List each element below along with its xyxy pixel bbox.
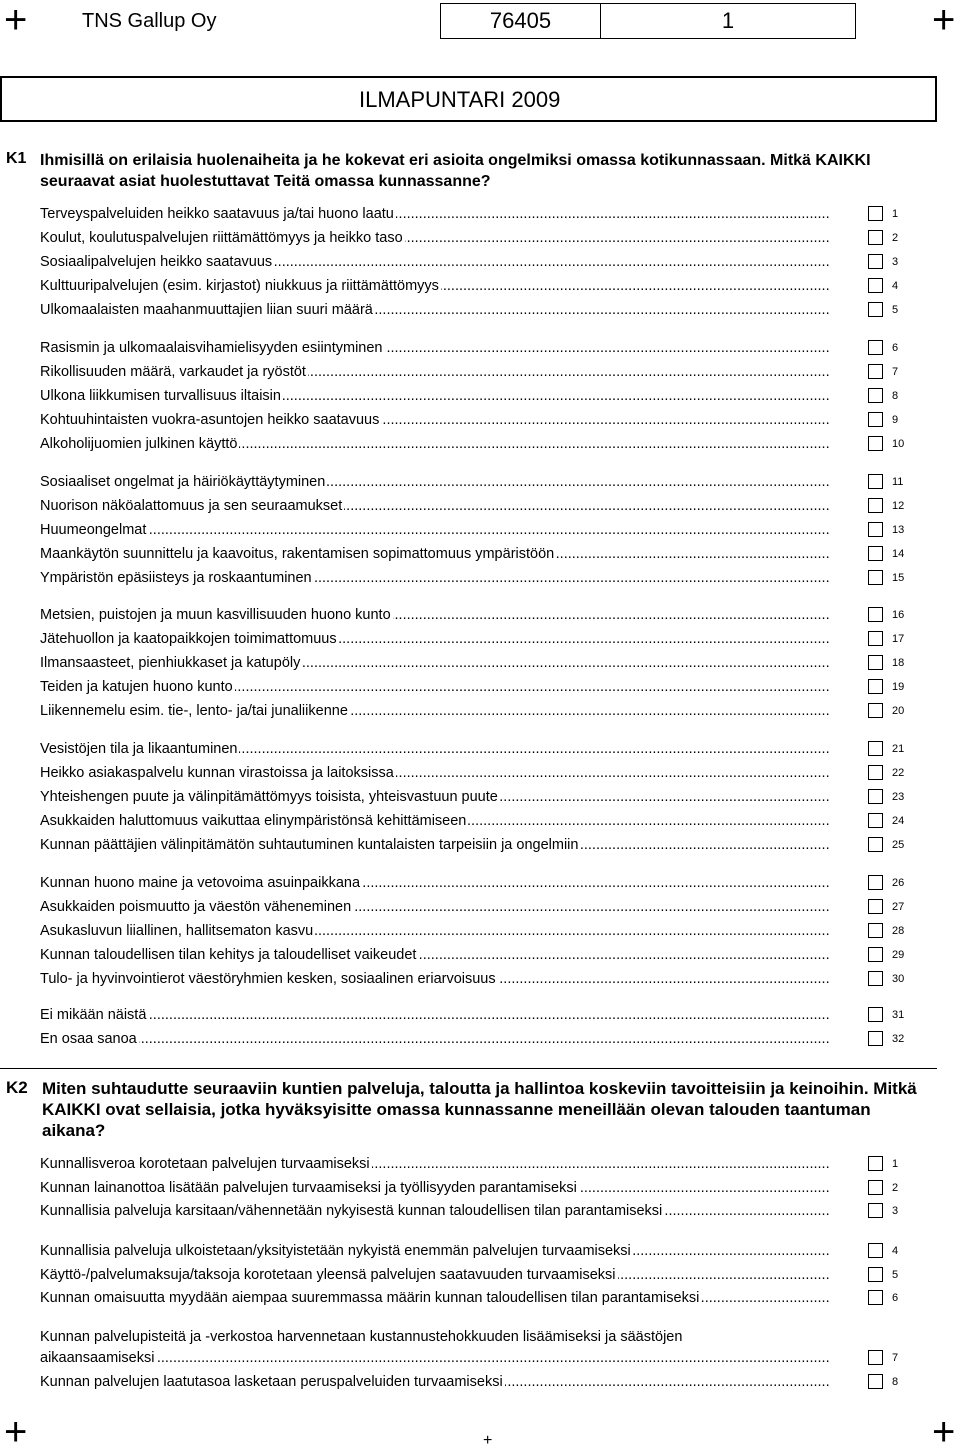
- registration-mark-bottom-right: +: [932, 1410, 956, 1454]
- item-label: Maankäytön suunnittelu ja kaavoitus, rakentamisen sopimattomuus ympäristöön: [40, 546, 555, 562]
- answer-checkbox[interactable]: [868, 1007, 883, 1022]
- answer-checkbox[interactable]: [868, 364, 883, 379]
- item-label: Asukasluvun liiallinen, hallitsematon kasvu: [40, 923, 314, 939]
- answer-checkbox[interactable]: [868, 474, 883, 489]
- answer-code: 26: [892, 877, 905, 889]
- item-label: Kohtuuhintaisten vuokra-asuntojen heikko saatavuus: [40, 412, 380, 428]
- question-number-k2: K2: [6, 1078, 28, 1097]
- list-item: [40, 496, 830, 516]
- answer-checkbox[interactable]: [868, 899, 883, 914]
- list-item: [40, 472, 830, 492]
- answer-code: 8: [892, 1376, 899, 1388]
- answer-code: 16: [892, 609, 905, 621]
- item-label: Teiden ja katujen huono kunto: [40, 679, 233, 695]
- registration-mark-top-left: +: [4, 0, 28, 42]
- company-name: TNS Gallup Oy: [82, 10, 217, 32]
- answer-checkbox[interactable]: [868, 655, 883, 670]
- answer-checkbox[interactable]: [868, 765, 883, 780]
- list-item: [40, 653, 830, 673]
- item-label: En osaa sanoa: [40, 1031, 137, 1047]
- registration-mark-bottom-left: +: [4, 1410, 28, 1454]
- survey-id-box: 76405: [440, 3, 601, 39]
- answer-code: 7: [892, 1352, 899, 1364]
- answer-checkbox[interactable]: [868, 741, 883, 756]
- list-item: [40, 434, 830, 454]
- answer-checkbox[interactable]: [868, 971, 883, 986]
- answer-checkbox[interactable]: [868, 875, 883, 890]
- answer-checkbox[interactable]: [868, 340, 883, 355]
- answer-code: 6: [892, 1292, 899, 1304]
- item-label: Kulttuuripalvelujen (esim. kirjastot) niukkuus ja riittämättömyys: [40, 278, 439, 294]
- answer-code: 12: [892, 500, 905, 512]
- item-label: Rasismin ja ulkomaalaisvihamielisyyden esiintyminen: [40, 340, 383, 356]
- list-item: [40, 1005, 830, 1025]
- list-item: [40, 300, 830, 320]
- item-label: Kunnallisia palveluja karsitaan/vähennetään nykyisestä kunnan taloudellisen tilan parantamiseksi: [40, 1203, 663, 1219]
- list-item: [40, 204, 830, 224]
- list-item: [40, 544, 830, 564]
- list-item: [40, 811, 830, 831]
- item-label: Kunnallisveroa korotetaan palvelujen turvaamiseksi: [40, 1156, 370, 1172]
- list-item: [40, 1372, 830, 1392]
- item-label: Ilmansaasteet, pienhiukkaset ja katupöly: [40, 655, 301, 671]
- answer-code: 3: [892, 256, 899, 268]
- item-label: Asukkaiden poismuutto ja väestön väheneminen: [40, 899, 352, 915]
- answer-checkbox[interactable]: [868, 1203, 883, 1218]
- list-item: [40, 739, 830, 759]
- item-label: Asukkaiden haluttomuus vaikuttaa elinympäristönsä kehittämiseen: [40, 813, 467, 829]
- item-label: Kunnan omaisuutta myydään aiempaa suuremmassa määrin kunnan taloudellisen tilan parantamiseksi: [40, 1290, 700, 1306]
- answer-checkbox[interactable]: [868, 1267, 883, 1282]
- answer-checkbox[interactable]: [868, 206, 883, 221]
- item-label: Ympäristön epäsiisteys ja roskaantuminen: [40, 570, 312, 586]
- list-item: [40, 1265, 830, 1285]
- answer-checkbox[interactable]: [868, 1290, 883, 1305]
- list-item: [40, 1154, 830, 1174]
- list-item: [40, 1288, 830, 1308]
- item-label: Yhteishengen puute ja välinpitämättömyys toisista, yhteisvastuun puute: [40, 789, 498, 805]
- title-box: [0, 76, 937, 122]
- answer-code: 23: [892, 791, 905, 803]
- answer-code: 32: [892, 1033, 905, 1045]
- answer-code: 5: [892, 304, 899, 316]
- list-item: [40, 945, 830, 965]
- item-label: Ei mikään näistä: [40, 1007, 147, 1023]
- item-label: Liikennemelu esim. tie-, lento- ja/tai junaliikenne: [40, 703, 348, 719]
- answer-code: 1: [892, 1158, 899, 1170]
- answer-checkbox[interactable]: [868, 412, 883, 427]
- item-label: Jätehuollon ja kaatopaikkojen toimimattomuus: [40, 631, 337, 647]
- list-item: [40, 1348, 830, 1368]
- list-item: [40, 276, 830, 296]
- answer-code: 28: [892, 925, 905, 937]
- list-item: [40, 1029, 830, 1049]
- item-label: Rikollisuuden määrä, varkaudet ja ryöstöt: [40, 364, 306, 380]
- item-label: Ulkomaalaisten maahanmuuttajien liian suuri määrä: [40, 302, 373, 318]
- answer-checkbox[interactable]: [868, 1374, 883, 1389]
- answer-checkbox[interactable]: [868, 570, 883, 585]
- item-label: Kunnan huono maine ja vetovoima asuinpaikkana: [40, 875, 361, 891]
- list-item: [40, 897, 830, 917]
- answer-checkbox[interactable]: [868, 947, 883, 962]
- question-text-k1: Ihmisillä on erilaisia huolenaiheita ja he kokevat eri asioita ongelmiksi omassa kotikunnassaan. Mitkä KAIKKI seuraavat asiat huolestuttavat Teitä omassa kunnassanne?: [40, 152, 871, 190]
- answer-code: 2: [892, 232, 899, 244]
- list-item: [40, 252, 830, 272]
- answer-checkbox[interactable]: [868, 837, 883, 852]
- item-label: Kunnan taloudellisen tilan kehitys ja taloudelliset vaikeudet: [40, 947, 417, 963]
- answer-checkbox[interactable]: [868, 522, 883, 537]
- item-label: Alkoholijuomien julkinen käyttö: [40, 436, 238, 452]
- answer-checkbox[interactable]: [868, 278, 883, 293]
- item-label: Sosiaaliset ongelmat ja häiriökäyttäytyminen: [40, 474, 326, 490]
- item-label: Tulo- ja hyvinvointierot väestöryhmien kesken, sosiaalinen eriarvoisuus: [40, 971, 496, 987]
- answer-checkbox[interactable]: [868, 1180, 883, 1195]
- answer-code: 9: [892, 414, 899, 426]
- answer-checkbox[interactable]: [868, 813, 883, 828]
- item-label: Kunnan päättäjien välinpitämätön suhtautuminen kuntalaisten tarpeisiin ja ongelmiin: [40, 837, 579, 853]
- list-item: [40, 921, 830, 941]
- answer-checkbox[interactable]: [868, 1031, 883, 1046]
- answer-code: 30: [892, 973, 905, 985]
- answer-checkbox[interactable]: [868, 1243, 883, 1258]
- answer-checkbox[interactable]: [868, 607, 883, 622]
- answer-code: 7: [892, 366, 899, 378]
- item-label: Heikko asiakaspalvelu kunnan virastoissa ja laitoksissa: [40, 765, 394, 781]
- item-label: Ulkona liikkumisen turvallisuus iltaisin: [40, 388, 281, 404]
- answer-code: 21: [892, 743, 905, 755]
- list-item: [40, 1178, 830, 1198]
- list-item: [40, 1201, 830, 1221]
- registration-mark-top-right: +: [932, 0, 956, 42]
- answer-checkbox[interactable]: [868, 546, 883, 561]
- list-item: [40, 338, 830, 358]
- item-label: Terveyspalveluiden heikko saatavuus ja/tai huono laatu: [40, 206, 394, 222]
- answer-code: 6: [892, 342, 899, 354]
- list-item: [40, 701, 830, 721]
- section-divider: [0, 1068, 937, 1069]
- answer-code: 18: [892, 657, 905, 669]
- answer-checkbox[interactable]: [868, 923, 883, 938]
- footer-plus: +: [483, 1432, 493, 1449]
- answer-code: 24: [892, 815, 905, 827]
- answer-code: 5: [892, 1269, 899, 1281]
- answer-checkbox[interactable]: [868, 498, 883, 513]
- list-item: [40, 228, 830, 248]
- item-label: Kunnan lainanottoa lisätään palvelujen turvaamiseksi ja työllisyyden parantamiseksi: [40, 1180, 577, 1196]
- list-item: [40, 386, 830, 406]
- item-label: Kunnallisia palveluja ulkoistetaan/yksityistetään nykyistä enemmän palvelujen turvaamiseksi: [40, 1243, 631, 1259]
- answer-checkbox[interactable]: [868, 1350, 883, 1365]
- item-label: Vesistöjen tila ja likaantuminen: [40, 741, 238, 757]
- answer-checkbox[interactable]: [868, 1156, 883, 1171]
- answer-code: 8: [892, 390, 899, 402]
- answer-checkbox[interactable]: [868, 230, 883, 245]
- answer-code: 4: [892, 280, 899, 292]
- answer-checkbox[interactable]: [868, 436, 883, 451]
- answer-code: 25: [892, 839, 905, 851]
- item-label: Nuorison näköalattomuus ja sen seuraamukset: [40, 498, 343, 514]
- answer-code: 3: [892, 1205, 899, 1217]
- answer-code: 29: [892, 949, 905, 961]
- item-label-line1: Kunnan palvelupisteitä ja -verkostoa harvennetaan kustannustehokkuuden lisäämiseksi ja säästöjen: [40, 1329, 683, 1345]
- question-text-k2: Miten suhtaudutte seuraaviin kuntien palveluja, taloutta ja hallintoa koskeviin tavoitteisiin ja keinoihin. Mitkä KAIKKI ovat sellaisia, jotka hyväksyisitte omassa kunnassanne meneillään olevan talouden taantuman aikana?: [42, 1079, 917, 1140]
- item-label: Huumeongelmat: [40, 522, 147, 538]
- list-item: [40, 568, 830, 588]
- list-item: [40, 677, 830, 697]
- answer-code: 4: [892, 1245, 899, 1257]
- item-label: Käyttö-/palvelumaksuja/taksoja korotetaan yleensä palvelujen saatavuuden turvaamiseksi: [40, 1267, 616, 1283]
- list-item: [40, 873, 830, 893]
- list-item: [40, 969, 830, 989]
- answer-code: 15: [892, 572, 905, 584]
- list-item: [40, 605, 830, 625]
- answer-code: 13: [892, 524, 905, 536]
- answer-checkbox[interactable]: [868, 703, 883, 718]
- answer-checkbox[interactable]: [868, 789, 883, 804]
- list-item: [40, 1241, 830, 1261]
- item-label: Metsien, puistojen ja muun kasvillisuuden huono kunto: [40, 607, 391, 623]
- answer-code: 27: [892, 901, 905, 913]
- list-item: [40, 629, 830, 649]
- item-label: Koulut, koulutuspalvelujen riittämättömyys ja heikko taso: [40, 230, 403, 246]
- answer-code: 2: [892, 1182, 899, 1194]
- page-number-box: 1: [600, 3, 856, 39]
- item-label: Sosiaalipalvelujen heikko saatavuus: [40, 254, 273, 270]
- answer-checkbox[interactable]: [868, 631, 883, 646]
- question-number-k1: K1: [6, 150, 27, 167]
- list-item: [40, 410, 830, 430]
- answer-code: 20: [892, 705, 905, 717]
- item-label: aikaansaamiseksi: [40, 1350, 155, 1366]
- answer-checkbox[interactable]: [868, 388, 883, 403]
- answer-code: 1: [892, 208, 899, 220]
- answer-code: 19: [892, 681, 905, 693]
- answer-code: 10: [892, 438, 905, 450]
- list-item: [40, 835, 830, 855]
- page-title: ILMAPUNTARI 2009: [359, 87, 561, 112]
- list-item: [40, 362, 830, 382]
- answer-code: 14: [892, 548, 905, 560]
- answer-code: 22: [892, 767, 905, 779]
- answer-checkbox[interactable]: [868, 254, 883, 269]
- answer-checkbox[interactable]: [868, 679, 883, 694]
- answer-checkbox[interactable]: [868, 302, 883, 317]
- answer-code: 11: [892, 476, 904, 488]
- item-label: Kunnan palvelujen laatutasoa lasketaan peruspalveluiden turvaamiseksi: [40, 1374, 503, 1390]
- answer-code: 31: [892, 1009, 905, 1021]
- list-item: [40, 787, 830, 807]
- answer-code: 17: [892, 633, 905, 645]
- list-item: [40, 763, 830, 783]
- list-item: [40, 520, 830, 540]
